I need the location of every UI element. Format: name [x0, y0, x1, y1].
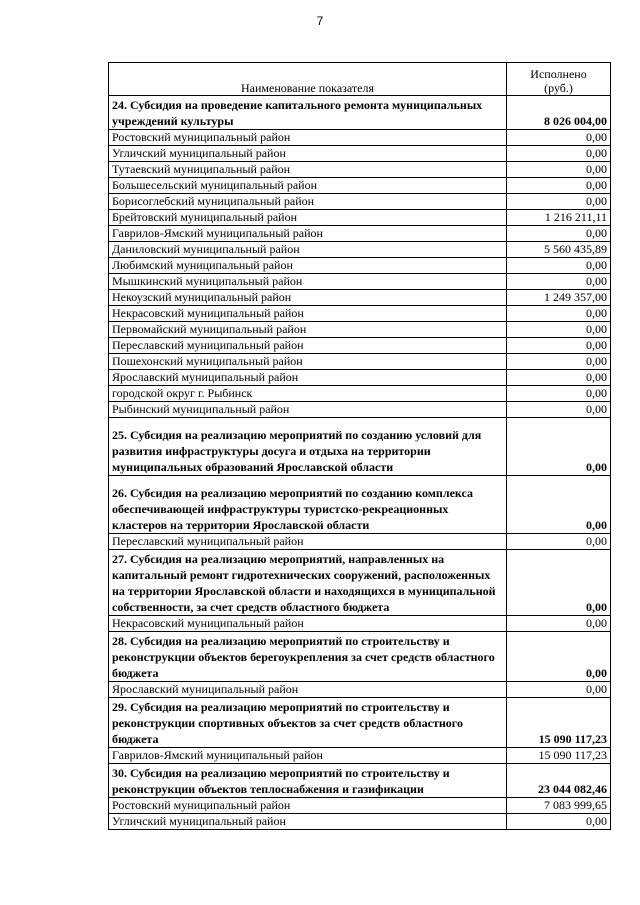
table-row: [109, 798, 611, 814]
row-value: 0,00: [507, 370, 611, 386]
row-name: Ростовский муниципальный район: [109, 130, 507, 146]
table-row: [109, 258, 611, 274]
table-row-section: [109, 764, 611, 798]
row-value: 0,00: [507, 226, 611, 242]
table-row: [109, 402, 611, 418]
table-row: [109, 386, 611, 402]
table-row: [109, 338, 611, 354]
table-row: [109, 274, 611, 290]
row-name: 29. Субсидия на реализацию мероприятий по строительству и реконструкции спортивных объектов за счет средств областного бюджета: [109, 698, 507, 748]
table-row: [109, 178, 611, 194]
row-value: 0,00: [507, 814, 611, 830]
row-name: Переславский муниципальный район: [109, 338, 507, 354]
row-name: Мышкинский муниципальный район: [109, 274, 507, 290]
table-row: [109, 226, 611, 242]
row-name: Большесельский муниципальный район: [109, 178, 507, 194]
row-value: 0,00: [507, 194, 611, 210]
row-name: Рыбинский муниципальный район: [109, 402, 507, 418]
row-name: Угличский муниципальный район: [109, 146, 507, 162]
table-row-section: [109, 550, 611, 616]
column-header-value: [507, 63, 611, 96]
row-name: 26. Субсидия на реализацию мероприятий по созданию комплекса обеспечивающей инфраструктуры туристско-рекреационных кластеров на территории Ярославской области: [109, 476, 507, 534]
row-name: Угличский муниципальный район: [109, 814, 507, 830]
row-value: 0,00: [507, 338, 611, 354]
table-row: [109, 814, 611, 830]
row-name: 27. Субсидия на реализацию мероприятий, направленных на капитальный ремонт гидротехнических сооружений, расположенных на территории Ярославской области и находящихся в муниципальной собственности, за счет средств областного бюджета: [109, 550, 507, 616]
row-name: 24. Субсидия на проведение капитального ремонта муниципальных учреждений культуры: [109, 96, 507, 130]
table-row: [109, 306, 611, 322]
table-row: [109, 354, 611, 370]
row-name: Ярославский муниципальный район: [109, 682, 507, 698]
row-value: 0,00: [507, 632, 611, 682]
row-name: Гаврилов-Ямский муниципальный район: [109, 748, 507, 764]
row-name: Гаврилов-Ямский муниципальный район: [109, 226, 507, 242]
column-header-value-line1: Исполнено: [530, 67, 587, 81]
row-value: 0,00: [507, 146, 611, 162]
row-name: Ростовский муниципальный район: [109, 798, 507, 814]
table-row: [109, 210, 611, 226]
table-row-section: [109, 698, 611, 748]
row-value: 5 560 435,89: [507, 242, 611, 258]
row-name: Брейтовский муниципальный район: [109, 210, 507, 226]
table-row-section: [109, 418, 611, 476]
row-value: 0,00: [507, 354, 611, 370]
table-row: [109, 682, 611, 698]
row-value: 0,00: [507, 258, 611, 274]
row-name: Пошехонский муниципальный район: [109, 354, 507, 370]
row-value: 0,00: [507, 178, 611, 194]
table-row: [109, 242, 611, 258]
row-name: городской округ г. Рыбинск: [109, 386, 507, 402]
row-value: 0,00: [507, 130, 611, 146]
table-row: [109, 616, 611, 632]
table-row-section: [109, 632, 611, 682]
column-header-name: Наименование показателя: [109, 63, 507, 96]
row-name: Некрасовский муниципальный район: [109, 616, 507, 632]
table-body: [109, 96, 611, 830]
row-value: 1 216 211,11: [507, 210, 611, 226]
row-value: 1 249 357,00: [507, 290, 611, 306]
column-header-value-line2: (руб.): [544, 81, 573, 95]
row-name: Борисоглебский муниципальный район: [109, 194, 507, 210]
row-value: 0,00: [507, 402, 611, 418]
table-row: [109, 130, 611, 146]
row-value: 0,00: [507, 162, 611, 178]
row-value: 0,00: [507, 476, 611, 534]
table-row: [109, 748, 611, 764]
row-value: 0,00: [507, 306, 611, 322]
row-value: 0,00: [507, 418, 611, 476]
row-value: 7 083 999,65: [507, 798, 611, 814]
table-row: [109, 146, 611, 162]
table-row-section: [109, 96, 611, 130]
report-table: [108, 62, 611, 830]
row-value: 23 044 082,46: [507, 764, 611, 798]
page-number: 7: [316, 14, 324, 28]
row-value: 0,00: [507, 386, 611, 402]
row-name: Тутаевский муниципальный район: [109, 162, 507, 178]
row-name: 30. Субсидия на реализацию мероприятий по строительству и реконструкции объектов теплоснабжения и газификации: [109, 764, 507, 798]
table-row: [109, 290, 611, 306]
row-value: 8 026 004,00: [507, 96, 611, 130]
table-row: [109, 162, 611, 178]
table-row: [109, 322, 611, 338]
row-value: 0,00: [507, 682, 611, 698]
row-value: 15 090 117,23: [507, 698, 611, 748]
row-name: Первомайский муниципальный район: [109, 322, 507, 338]
table-row-section: [109, 476, 611, 534]
row-value: 15 090 117,23: [507, 748, 611, 764]
row-value: 0,00: [507, 550, 611, 616]
table-header-row: [109, 63, 611, 96]
row-name: Любимский муниципальный район: [109, 258, 507, 274]
table-row: [109, 534, 611, 550]
row-name: 28. Субсидия на реализацию мероприятий по строительству и реконструкции объектов берегоукрепления за счет средств областного бюджета: [109, 632, 507, 682]
row-name: Переславский муниципальный район: [109, 534, 507, 550]
table-row: [109, 370, 611, 386]
table-row: [109, 194, 611, 210]
row-value: 0,00: [507, 616, 611, 632]
row-name: Ярославский муниципальный район: [109, 370, 507, 386]
row-value: 0,00: [507, 274, 611, 290]
row-value: 0,00: [507, 322, 611, 338]
row-value: 0,00: [507, 534, 611, 550]
row-name: Некрасовский муниципальный район: [109, 306, 507, 322]
row-name: 25. Субсидия на реализацию мероприятий по созданию условий для развития инфраструктуры досуга и отдыха на территории муниципальных образований Ярославской области: [109, 418, 507, 476]
row-name: Даниловский муниципальный район: [109, 242, 507, 258]
row-name: Некоузский муниципальный район: [109, 290, 507, 306]
